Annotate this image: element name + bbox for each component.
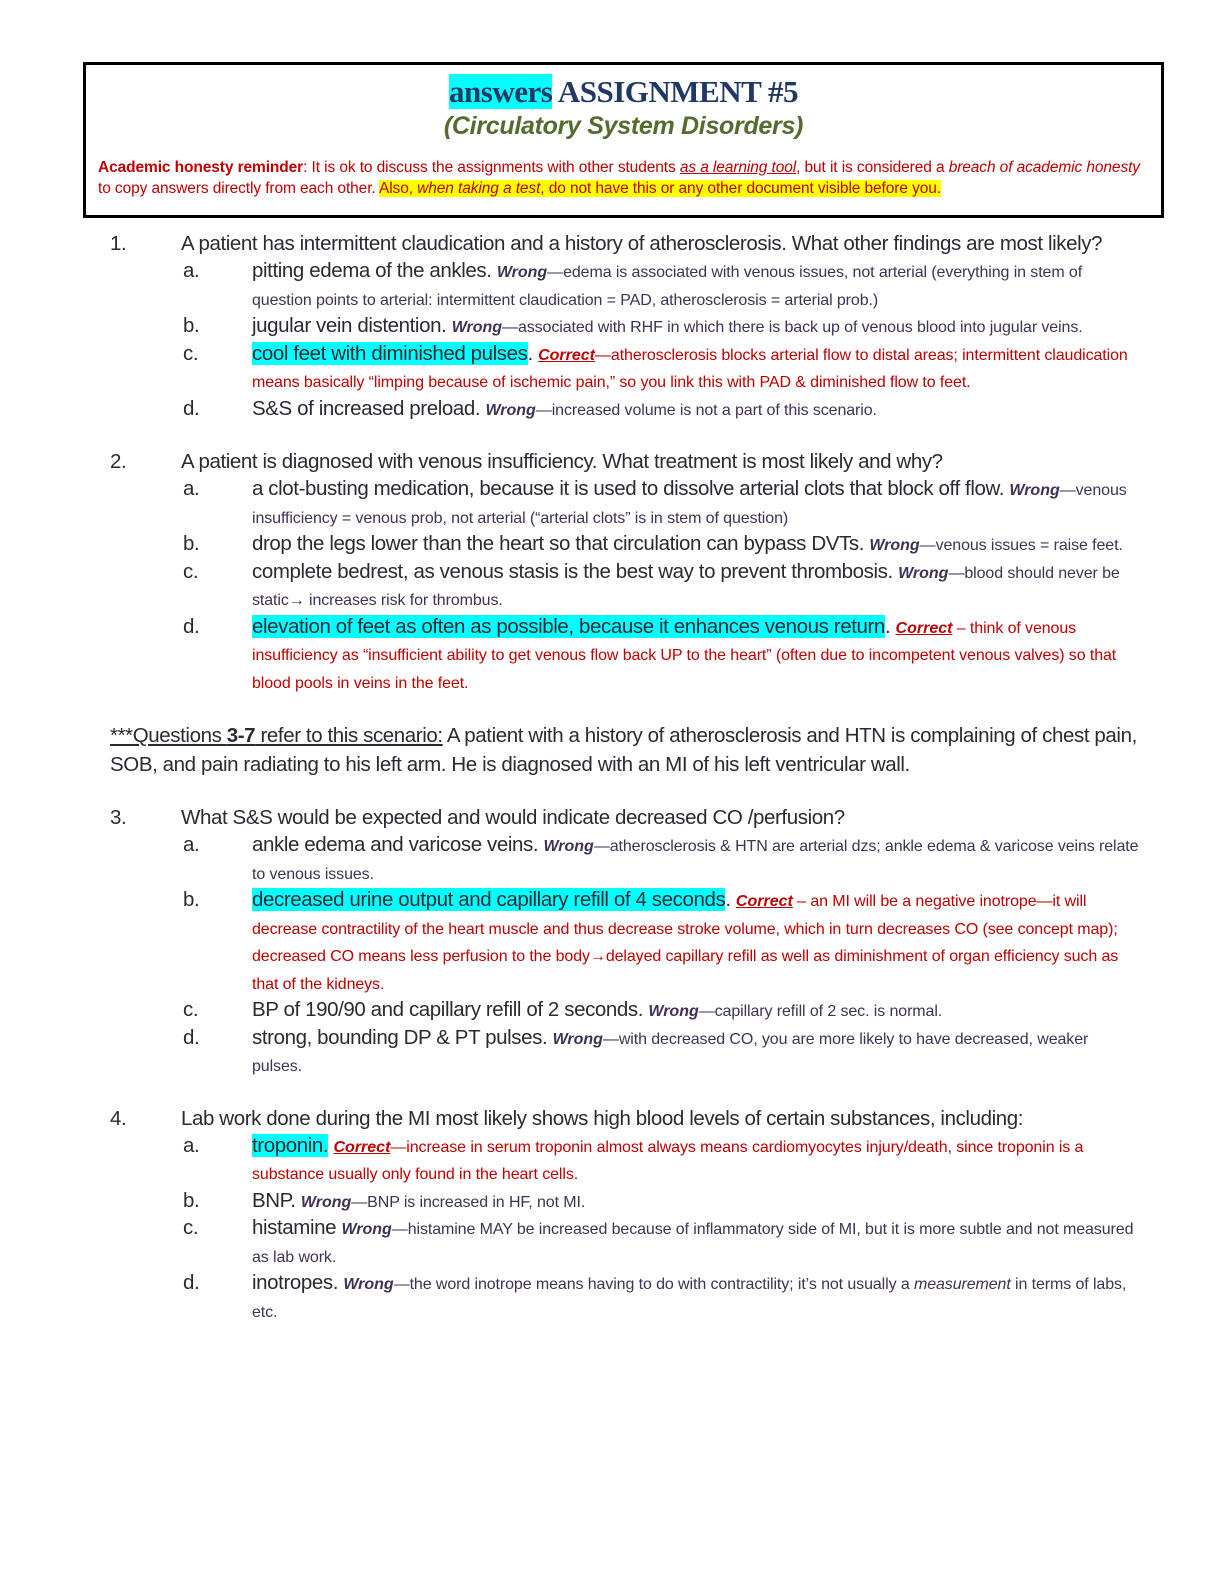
explanation-tail: in terms of labs, etc. <box>252 1276 1127 1321</box>
option-body <box>252 396 1142 424</box>
option-row <box>183 476 1142 531</box>
verdict-label: Wrong <box>648 1003 699 1020</box>
explanation-text: —venous insufficiency = venous prob, not arterial (“arterial clots” is in stem of question) <box>252 482 1127 527</box>
question-row <box>110 448 1142 476</box>
question-text: A patient is diagnosed with venous insufficiency. What treatment is most likely and why? <box>181 450 943 473</box>
option-row <box>183 258 1142 313</box>
option-body <box>252 531 1142 559</box>
option-body <box>252 258 1142 313</box>
explanation-text: —capillary refill of 2 sec. is normal. <box>698 1003 943 1020</box>
verdict-label: Wrong <box>869 537 920 554</box>
option-answer-tail: . <box>527 341 539 365</box>
verdict-label: Wrong <box>451 319 503 336</box>
scenario-lead-pre: ***Questions <box>110 724 227 747</box>
explanation-text: – think of venous insufficiency as “insufficient ability to get venous flow back UP to the heart” (often due to incompetent venous valves) so that blood pools in veins in the feet. <box>252 619 1117 692</box>
reminder-label: Academic honesty reminder <box>98 159 304 176</box>
explanation-text: —venous issues = raise feet. <box>919 537 1123 554</box>
option-letter: a. <box>183 259 200 282</box>
option-row <box>183 614 1142 697</box>
reminder-text: , but it is considered a <box>796 159 949 176</box>
option-body <box>252 614 1142 697</box>
verdict-label: Wrong <box>496 264 548 281</box>
option-body <box>252 1270 1142 1325</box>
reminder-yellow-highlight <box>379 180 941 197</box>
option-body <box>252 476 1142 531</box>
option-letter: d. <box>183 396 200 420</box>
assignment-subtitle: (Circulatory System Disorders) <box>443 112 804 140</box>
option-row <box>183 531 1142 559</box>
question-number: 4. <box>110 1106 127 1130</box>
option-letter: c. <box>183 559 199 583</box>
questions-content <box>110 230 1142 1350</box>
option-answer: histamine <box>252 1216 342 1239</box>
option-body <box>252 997 1142 1025</box>
explanation-text: —atherosclerosis & HTN are arterial dzs; ankle edema & varicose veins relate to venous issues. <box>252 838 1139 883</box>
option-row <box>183 1025 1142 1080</box>
reminder-emphasis-test: when taking a test <box>417 180 541 197</box>
verdict-label: Wrong <box>552 1030 603 1048</box>
option-answer-tail: . <box>725 888 736 911</box>
question-text: What S&S would be expected and would indicate decreased CO /perfusion? <box>181 806 845 829</box>
option-letter: b. <box>183 532 200 555</box>
option-answer: ankle edema and varicose veins. <box>252 833 544 856</box>
question-number: 3. <box>110 806 127 829</box>
verdict-label: Wrong <box>485 401 536 419</box>
reminder-emphasis-learning-tool: as a learning tool <box>679 159 797 176</box>
verdict-label: Wrong <box>341 1221 392 1238</box>
verdict-label: Wrong <box>300 1193 352 1211</box>
question-row <box>110 804 1142 832</box>
option-answer-highlight: cool feet with diminished pulses <box>252 341 528 365</box>
verdict-label: Correct <box>538 346 595 364</box>
option-letter: c. <box>183 1216 199 1239</box>
option-answer-highlight: elevation of feet as often as possible, because it enhances venous return <box>252 614 885 638</box>
option-body <box>252 1188 1142 1216</box>
reminder-text: to copy answers directly from each other. <box>98 180 379 197</box>
explanation-text: —blood should never be static→ increases risk for thrombus. <box>252 564 1120 609</box>
verdict-label: Correct <box>895 619 953 637</box>
explanation-text: —the word inotrope means having to do with contractility; it’s not usually a <box>393 1276 914 1293</box>
option-letter: b. <box>183 1188 200 1212</box>
explanation-text: —associated with RHF in which there is back up of venous blood into jugular veins. <box>502 319 1083 336</box>
verdict-label: Correct <box>735 893 793 910</box>
option-letter: a. <box>183 477 200 500</box>
scenario-lead-post: refer to this scenario: <box>255 724 443 747</box>
assignment-header-box <box>83 62 1164 218</box>
title-rest: ASSIGNMENT #5 <box>552 74 798 109</box>
option-row <box>183 1270 1142 1325</box>
option-answer: complete bedrest, as venous stasis is the best way to prevent thrombosis. <box>252 559 899 583</box>
option-row <box>183 341 1142 396</box>
option-letter: c. <box>183 341 199 365</box>
verdict-label: Wrong <box>1009 482 1060 499</box>
reminder-emphasis-breach: breach of academic honesty <box>948 159 1140 176</box>
verdict-label: Wrong <box>898 564 949 582</box>
option-row <box>183 1133 1142 1188</box>
option-body <box>252 887 1142 997</box>
option-body <box>252 1025 1142 1080</box>
option-row <box>183 997 1142 1025</box>
explanation-text: – an MI will be a negative inotrope—it will decrease contractility of the heart muscle and thus decrease stroke volume, which in turn decreases CO (see concept map); decreased CO means less perfusion to the body→delayed capillary refill as well as diminishment of organ efficiency such as that of the kidneys. <box>252 893 1119 993</box>
option-body <box>252 1215 1142 1270</box>
option-row <box>183 832 1142 887</box>
honesty-reminder <box>98 157 1149 199</box>
option-answer: pitting edema of the ankles. <box>252 259 497 282</box>
verdict-label: Wrong <box>543 838 594 855</box>
option-body <box>252 559 1142 614</box>
option-answer: jugular vein distention. <box>252 314 452 337</box>
assignment-title <box>98 73 1149 111</box>
option-answer-tail: . <box>884 614 896 638</box>
option-letter: d. <box>183 614 200 638</box>
explanation-text: —histamine MAY be increased because of inflammatory side of MI, but it is more subtle and not measured as lab work. <box>252 1221 1134 1266</box>
option-letter: d. <box>183 1025 200 1049</box>
option-row <box>183 396 1142 424</box>
option-answer: BP of 190/90 and capillary refill of 2 seconds. <box>252 998 649 1021</box>
explanation-text: —increase in serum troponin almost always means cardiomyocytes injury/death, since troponin is a substance usually only found in the heart cells. <box>252 1138 1084 1183</box>
option-letter: d. <box>183 1271 200 1294</box>
option-answer: a clot-busting medication, because it is used to dissolve arterial clots that block off flow. <box>252 477 1010 500</box>
explanation-text: —atherosclerosis blocks arterial flow to distal areas; intermittent claudication means basically “limping because of ischemic pain,” so you link this with PAD & diminished flow to feet. <box>252 346 1128 391</box>
option-body <box>252 1133 1142 1188</box>
option-row <box>183 1215 1142 1270</box>
option-letter: b. <box>183 314 200 337</box>
scenario-underlined-lead <box>110 724 443 747</box>
option-answer: BNP. <box>252 1188 301 1212</box>
option-answer: S&S of increased preload. <box>252 396 486 420</box>
reminder-text: , do not have this or any other document visible before you. <box>540 180 941 197</box>
option-row <box>183 1188 1142 1216</box>
verdict-label: Correct <box>333 1138 391 1156</box>
option-body <box>252 341 1142 396</box>
question-1 <box>110 230 1142 423</box>
option-answer: strong, bounding DP & PT pulses. <box>252 1025 553 1049</box>
option-letter: a. <box>183 833 200 856</box>
option-letter: b. <box>183 888 200 911</box>
option-answer-highlight: troponin. <box>252 1133 329 1157</box>
question-3 <box>110 804 1142 1080</box>
option-answer-highlight: decreased urine output and capillary refill of 4 seconds <box>252 888 726 911</box>
question-2 <box>110 448 1142 696</box>
question-number: 1. <box>110 232 127 255</box>
verdict-label: Wrong <box>343 1276 394 1293</box>
option-answer: inotropes. <box>252 1271 344 1294</box>
option-letter: c. <box>183 998 199 1021</box>
explanation-text: —BNP is increased in HF, not MI. <box>351 1193 586 1211</box>
reminder-text: : It is ok to discuss the assignments with other students <box>303 159 680 176</box>
scenario-question-range: 3-7 <box>226 724 256 747</box>
option-body <box>252 313 1142 341</box>
explanation-text: —increased volume is not a part of this scenario. <box>535 401 877 419</box>
option-answer: drop the legs lower than the heart so that circulation can bypass DVTs. <box>252 532 870 555</box>
answers-highlight: answers <box>449 74 553 109</box>
option-letter: a. <box>183 1133 200 1157</box>
question-row <box>110 230 1142 258</box>
question-number: 2. <box>110 450 127 473</box>
option-row <box>183 887 1142 997</box>
option-body <box>252 832 1142 887</box>
option-row <box>183 313 1142 341</box>
explanation-text: —edema is associated with venous issues, not arterial (everything in stem of question points to arterial: intermittent claudication = PAD, atherosclerosis = arterial prob.) <box>252 264 1083 309</box>
question-text: A patient has intermittent claudication and a history of atherosclerosis. What other findings are most likely? <box>181 232 1103 255</box>
scenario-text <box>110 721 1142 779</box>
explanation-text: —with decreased CO, you are more likely to have decreased, weaker pulses. <box>252 1030 1089 1075</box>
scenario-body: A patient with a history of atherosclerosis and HTN is complaining of chest pain, SOB, and pain radiating to his left arm. He is diagnosed with an MI of his left ventricular wall. <box>110 724 1137 776</box>
question-row <box>110 1105 1142 1133</box>
option-row <box>183 559 1142 614</box>
question-text: Lab work done during the MI most likely shows high blood levels of certain substances, including: <box>181 1106 1024 1130</box>
explanation-italic: measurement <box>913 1276 1011 1293</box>
question-4 <box>110 1105 1142 1326</box>
reminder-text: Also, <box>378 180 418 197</box>
